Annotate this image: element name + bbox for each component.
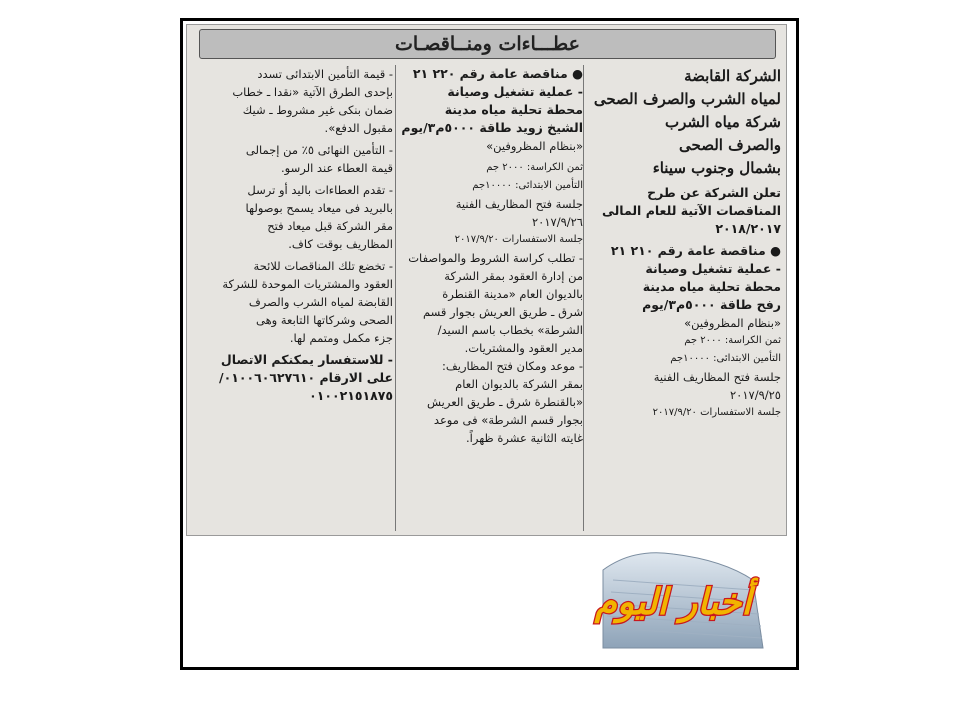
doc-price: ثمن الكراسة: ٢٠٠٠ جم bbox=[486, 162, 583, 173]
tender-title: ● مناقصة عامة رقم ٢٢٠ ٢١ bbox=[412, 66, 583, 81]
paragraph-line: مقر الشركة قبل ميعاد فتح bbox=[267, 219, 393, 233]
tender-desc-line: محطة تحلية مياه مدينة bbox=[444, 102, 583, 117]
paragraph-line: بالبريد فى ميعاد يسمح بوصولها bbox=[245, 201, 393, 215]
column-divider bbox=[395, 65, 396, 531]
terms-line: - تطلب كراسة الشروط والمواصفات bbox=[408, 251, 583, 265]
paragraph-line: قيمة العطاء عند الرسو. bbox=[281, 161, 393, 175]
company-line: شركة مياه الشرب bbox=[665, 113, 781, 131]
tender-desc-line: - عملية تشغيل وصيانة bbox=[645, 261, 781, 276]
paragraph-line: القابضة لمياه الشرب والصرف bbox=[248, 295, 393, 309]
paragraph-line: المظاريف بوقت كاف. bbox=[288, 237, 393, 251]
insurance: التأمين الابتدائى: ١٠٠٠٠جم bbox=[472, 180, 583, 191]
company-line: الشركة القابضة bbox=[684, 67, 781, 85]
tender-title: ● مناقصة عامة رقم ٢١٠ ٢١ bbox=[610, 243, 781, 258]
column-right bbox=[585, 65, 781, 529]
place-line: - موعد ومكان فتح المظاريف: bbox=[442, 359, 583, 373]
intro-line: المناقصات الآتية للعام المالى bbox=[601, 203, 781, 218]
terms-line: الشرطة» بخطاب باسم السيد/ bbox=[437, 323, 583, 337]
company-line: والصرف الصحى bbox=[679, 136, 781, 154]
paragraph-line: العقود والمشتريات الموحدة للشركة bbox=[222, 277, 393, 291]
tender-desc-line: رفح طاقة ٥٠٠٠م٣/يوم bbox=[642, 297, 781, 312]
tender-desc-line: - عملية تشغيل وصيانة bbox=[447, 84, 583, 99]
place-line: بمقر الشركة بالديوان العام bbox=[455, 377, 583, 391]
paragraph-line: - التأمين النهائى ٥٪ من إجمالى bbox=[245, 143, 393, 157]
session-line: جلسة فتح المظاريف الفنية bbox=[455, 197, 583, 211]
paragraph-line: مقبول الدفع». bbox=[324, 121, 393, 135]
inquiries: جلسة الاستفسارات ٢٠١٧/٩/٢٠ bbox=[652, 407, 781, 418]
place-line: بجوار قسم الشرطة» فى موعد bbox=[433, 413, 583, 427]
terms-line: مدير العقود والمشتريات. bbox=[464, 341, 583, 355]
terms-line: شرق ـ طريق العريش بجوار قسم bbox=[422, 305, 583, 319]
tender-desc-line: «بنظام المظروفين» bbox=[684, 316, 781, 330]
contact-line: على الارقام ٠١٠٠٦٠٦٢٧٦١٠/ bbox=[219, 370, 393, 385]
terms-line: بالديوان العام «مدينة القنطرة bbox=[442, 287, 583, 301]
company-line: بشمال وجنوب سيناء bbox=[652, 159, 781, 177]
session-date: ٢٠١٧/٩/٢٥ bbox=[730, 388, 781, 402]
paragraph-line: ضمان بنكى غير مشروط ـ شيك bbox=[242, 103, 393, 117]
contact-line: - للاستفسار يمكنكم الاتصال bbox=[220, 352, 393, 367]
paragraph-line: بإحدى الطرق الآتية «نقدا ـ خطاب bbox=[232, 85, 393, 99]
company-line: لمياه الشرب والصرف الصحى bbox=[593, 90, 781, 108]
doc-price: ثمن الكراسة: ٢٠٠٠ جم bbox=[684, 335, 781, 346]
column-left bbox=[193, 65, 393, 529]
insurance: التأمين الابتدائى: ١٠٠٠٠جم bbox=[670, 353, 781, 364]
akhbar-elyom-logo bbox=[563, 540, 778, 650]
column-middle bbox=[397, 65, 583, 529]
paragraph-line: - قيمة التأمين الابتدائى تسدد bbox=[257, 67, 393, 81]
section-title: عطـــاءات ومنــاقصـات bbox=[395, 33, 580, 55]
paragraph-line: - تخضع تلك المناقصات للائحة bbox=[253, 259, 393, 273]
paragraph-line: - تقدم العطاءات باليد أو ترسل bbox=[247, 183, 393, 197]
session-date: ٢٠١٧/٩/٢٦ bbox=[532, 215, 583, 229]
tender-desc-line: الشيخ زويد طاقة ٥٠٠٠م٣/يوم bbox=[401, 120, 583, 135]
column-divider bbox=[583, 65, 584, 531]
section-header bbox=[199, 29, 776, 59]
intro-line: ٢٠١٨/٢٠١٧ bbox=[715, 221, 781, 236]
logo-graphic bbox=[563, 540, 778, 650]
inquiries: جلسة الاستفسارات ٢٠١٧/٩/٢٠ bbox=[454, 234, 583, 245]
intro-line: تعلن الشركة عن طرح bbox=[647, 185, 781, 200]
place-line: غايته الثانية عشرة ظهراً. bbox=[466, 431, 583, 445]
newspaper-clipping bbox=[186, 24, 787, 536]
logo-wordmark: أخبار اليوم bbox=[594, 582, 752, 623]
paragraph-line: الصحى وشركاتها التابعة وهى bbox=[256, 313, 393, 327]
paragraph-line: جزء مكمل ومتمم لها. bbox=[289, 331, 393, 345]
tender-desc-line: «بنظام المظروفين» bbox=[486, 139, 583, 153]
session-line: جلسة فتح المظاريف الفنية bbox=[653, 370, 781, 384]
place-line: «بالقنطرة شرق ـ طريق العريش bbox=[427, 395, 583, 409]
terms-line: من إدارة العقود بمقر الشركة bbox=[444, 269, 583, 283]
contact-line: ٠١٠٠٢١٥١٨٧٥ bbox=[309, 388, 393, 403]
tender-desc-line: محطة تحلية مياه مدينة bbox=[642, 279, 781, 294]
